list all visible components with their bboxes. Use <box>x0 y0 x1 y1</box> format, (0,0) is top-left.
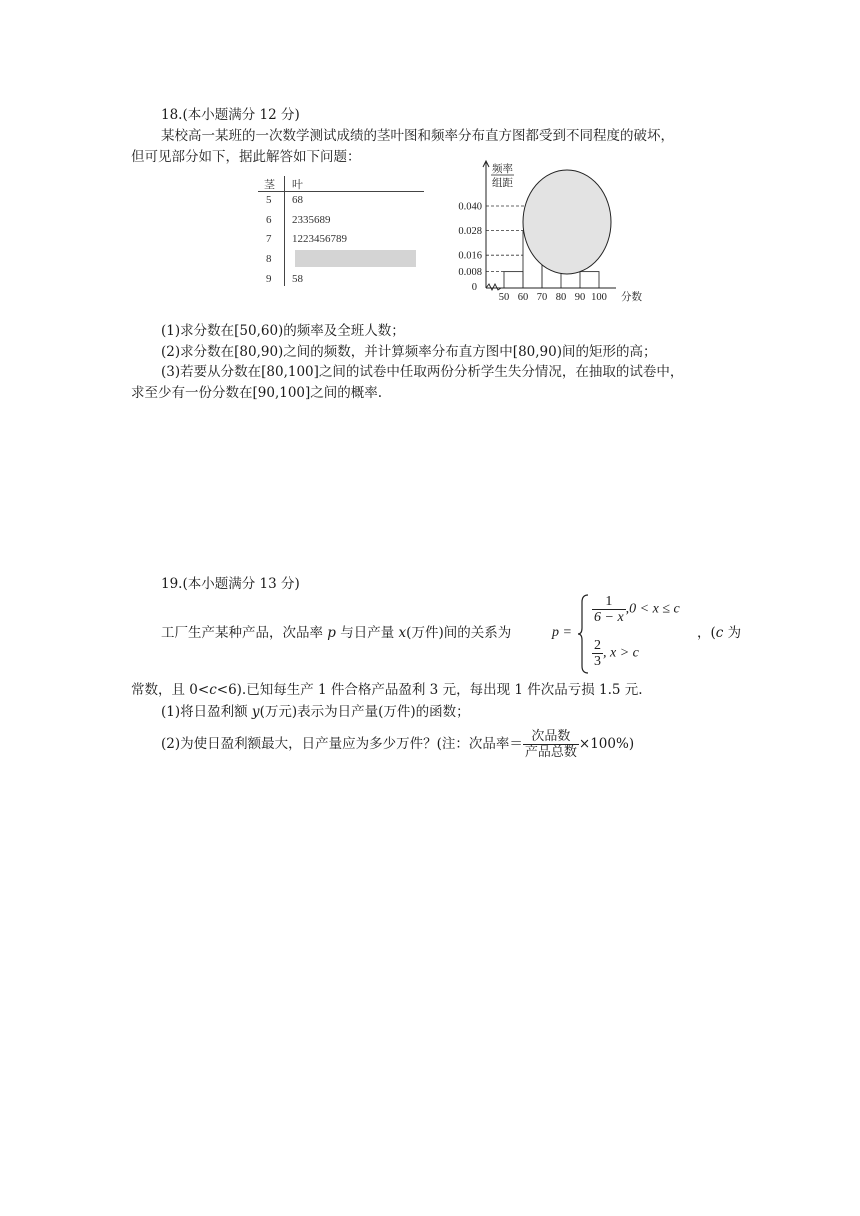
stem-leaf-header-rule <box>258 191 424 192</box>
damaged-leaf-blot <box>295 250 416 267</box>
stem-leaf-divider <box>284 176 285 286</box>
stem-header: 茎 <box>264 179 275 191</box>
y-axis-label-top: 频率 <box>492 164 513 175</box>
x-tick-label: 50 <box>498 292 510 303</box>
stem-row-4: 8 <box>266 253 272 265</box>
x-tick-label: 60 <box>517 292 529 303</box>
damage-ellipse <box>523 170 611 274</box>
q18-part2: (2)求分数在[80,90)之间的频数，并计算频率分布直方图中[80,90)间的矩形的高； <box>161 344 657 360</box>
leaf-row-3: 1223456789 <box>292 233 347 245</box>
y-tick-label: 0.008 <box>458 267 482 279</box>
frequency-histogram <box>440 158 660 308</box>
var-p: p <box>327 625 336 641</box>
var-c: c <box>715 625 724 641</box>
q19-intro-tail <box>697 624 741 642</box>
case2-numerator: 2 <box>594 638 601 653</box>
q19-part2-text-b: ×100%) <box>578 736 635 752</box>
x-tick-label: 90 <box>574 292 586 303</box>
defect-rate-numerator: 次品数 <box>523 729 579 745</box>
case-1 <box>592 594 680 625</box>
axis-break <box>486 284 501 290</box>
case1-fraction <box>592 594 626 625</box>
q19-line2 <box>131 681 643 699</box>
left-brace <box>578 594 590 674</box>
q19-part1 <box>161 703 470 721</box>
leaf-row-1: 68 <box>292 194 303 206</box>
defect-rate-denominator: 产品总数 <box>524 745 577 760</box>
case1-denominator: 6 − x <box>594 610 624 625</box>
var-c-2: c <box>209 682 217 698</box>
q19-part2 <box>161 729 634 760</box>
q19-tail-text-a: ，( <box>697 625 716 641</box>
origin-label: 0 <box>471 282 477 293</box>
case1-numerator: 1 <box>592 594 626 610</box>
piecewise-function <box>552 592 692 676</box>
q18-part3-line1: (3)若要从分数在[80,100]之间的试卷中任取两份分析学生失分情况，在抽取的试卷中， <box>161 364 684 380</box>
var-y: y <box>251 704 260 720</box>
q19-part2-text-a: (2)为使日盈利额最大，日产量应为多少万件？(注：次品率＝ <box>161 736 523 752</box>
q18-part3-line2: 求至少有一份分数在[90,100]之间的概率. <box>131 385 383 401</box>
q18-title: 18.(本小题满分 12 分) <box>161 107 300 123</box>
leaf-row-5: 58 <box>292 273 303 285</box>
q19-line2-text-a: 常数，且 0< <box>131 682 210 698</box>
var-x: x <box>398 625 407 641</box>
case2-denominator: 3 <box>594 654 601 669</box>
q18-part1: (1)求分数在[50,60)的频率及全班人数； <box>161 323 405 339</box>
stem-row-5: 9 <box>266 273 272 285</box>
y-axis-label-bottom: 组距 <box>492 178 513 189</box>
y-tick-label: 0.016 <box>458 250 482 262</box>
y-tick-label: 0.040 <box>458 201 482 213</box>
piecewise-lhs: p = <box>552 625 572 640</box>
leaf-header: 叶 <box>292 179 303 191</box>
histogram-bar <box>580 272 599 288</box>
stem-leaf-plot <box>258 170 428 295</box>
q19-part1-text-b: (万元)表示为日产量(万件)的函数； <box>259 704 470 720</box>
q18-intro-line1: 某校高一某班的一次数学测试成绩的茎叶图和频率分布直方图都受到不同程度的破坏， <box>161 128 674 144</box>
q19-intro <box>161 624 511 642</box>
case2-condition: , x > c <box>603 645 639 661</box>
case2-fraction <box>592 638 603 669</box>
x-tick-label: 80 <box>555 292 567 303</box>
x-tick-label: 70 <box>536 292 548 303</box>
case-2 <box>592 638 639 669</box>
stem-row-3: 7 <box>266 233 272 245</box>
case1-condition: ,0 < x ≤ c <box>625 601 680 617</box>
x-tick-label: 100 <box>591 292 607 303</box>
q19-intro-text-b: 与日产量 <box>335 625 399 641</box>
leaf-row-2: 2335689 <box>292 214 331 226</box>
q19-tail-text-b: 为 <box>723 625 742 641</box>
x-axis-label: 分数 <box>621 292 642 303</box>
stem-row-2: 6 <box>266 214 272 226</box>
histogram-bar <box>504 272 523 288</box>
q19-part1-text-a: (1)将日盈利额 <box>161 704 252 720</box>
q18-intro-line2: 但可见部分如下，据此解答如下问题： <box>131 149 361 165</box>
stem-row-1: 5 <box>266 194 272 206</box>
q19-title: 19.(本小题满分 13 分) <box>161 576 300 592</box>
y-tick-label: 0.028 <box>458 226 482 238</box>
q19-line2-text-b: <6).已知每生产 1 件合格产品盈利 3 元，每出现 1 件次品亏损 1.5 元. <box>216 682 643 698</box>
q19-intro-text-c: (万件)间的关系为 <box>406 625 512 641</box>
q19-intro-text-a: 工厂生产某种产品，次品率 <box>161 625 328 641</box>
defect-rate-fraction <box>523 729 579 760</box>
